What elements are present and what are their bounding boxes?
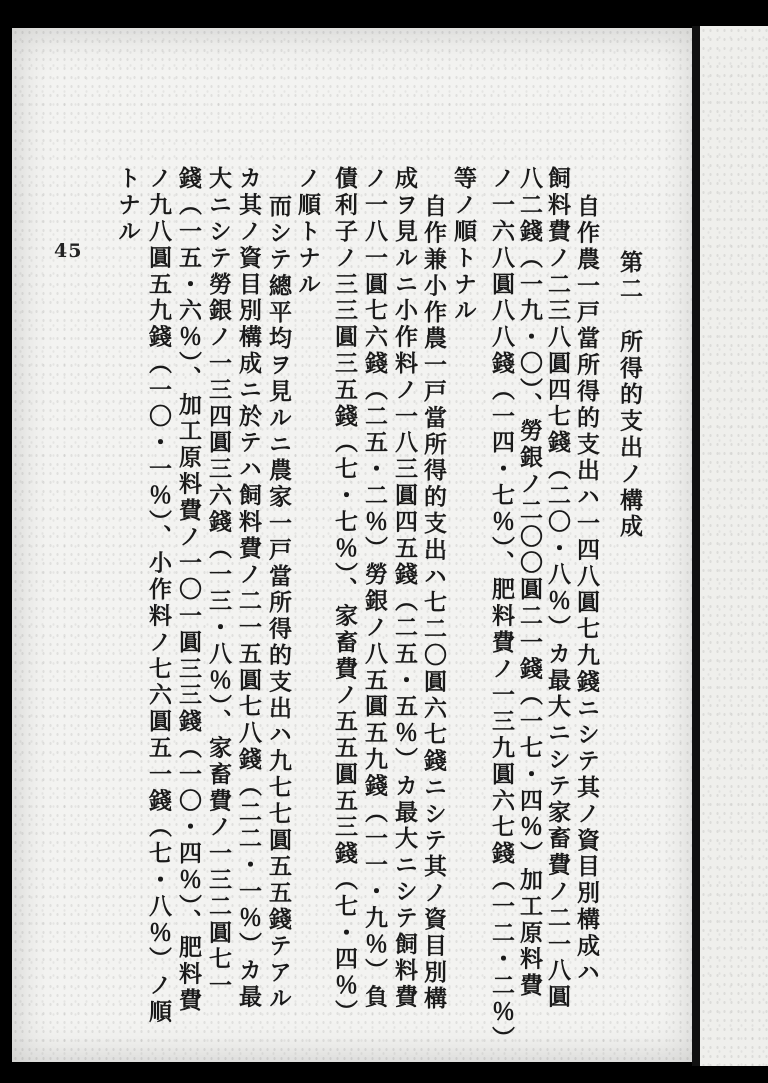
text-column: 而シテ總平均ヲ見ルニ農家一戸當所得的支出ハ九七七圓五五錢テアル: [265, 194, 292, 1013]
text-column: ノ一六八圓八八錢（一四・七％）、肥料費ノ一三九圓六七錢（一二・二％）: [488, 166, 515, 1053]
text-column: カ其ノ資目別構成ニ於テハ飼料費ノ二一五圓七八錢（二二・一％）カ最: [235, 166, 262, 1011]
text-column: 債利子ノ三三圓三五錢（七・七％）、家畜費ノ五五圓五三錢（七・四％）: [331, 166, 358, 1026]
scan-noise: [700, 26, 768, 1066]
text-column: 自作農一戸當所得的支出ハ一四八圓七九錢ニシテ其ノ資目別構成ハ: [573, 194, 600, 986]
page-number: 45: [54, 240, 83, 262]
text-column: ノ一八一圓七六錢（二五・二％）勞銀ノ八五圓五九錢（一一・九％）負: [361, 166, 388, 1011]
text-column: 成ヲ見ルニ小作料ノ一八三圓四五錢（二五・五％）カ最大ニシテ飼料費: [391, 166, 418, 1011]
text-column: トナル: [114, 166, 141, 246]
scanned-page: [12, 28, 697, 1062]
adjacent-page-edge: [700, 26, 768, 1066]
text-column: 錢（一五・六％）、加工原料費ノ一〇一圓三三錢（一〇・四％）、肥料費: [175, 166, 202, 1015]
text-column: 飼料費ノ二三八圓四七錢（二〇・八％）カ最大ニシテ家畜費ノ二一八圓: [544, 166, 571, 1011]
text-column: 大ニシテ勞銀ノ一三四圓三六錢（一三・八％）、家畜費ノ一三二圓七一: [205, 166, 232, 1000]
section-heading: 第二 所得的支出ノ構成: [616, 250, 643, 541]
text-column: 自作兼小作農一戸當所得的支出ハ七二〇圓六七錢ニシテ其ノ資目別構: [420, 194, 447, 1013]
text-column: 等ノ順トナル: [450, 166, 477, 325]
text-column: ノ九八圓五九錢（一〇・一％）、小作料ノ七六圓五一錢（七・八％）ノ順: [145, 166, 172, 1026]
text-column: ノ順トナル: [294, 166, 321, 298]
text-column: 八二錢（一九・〇）、勞銀ノ二〇〇圓二一錢（一七・四％）加工原料費: [516, 166, 543, 1000]
